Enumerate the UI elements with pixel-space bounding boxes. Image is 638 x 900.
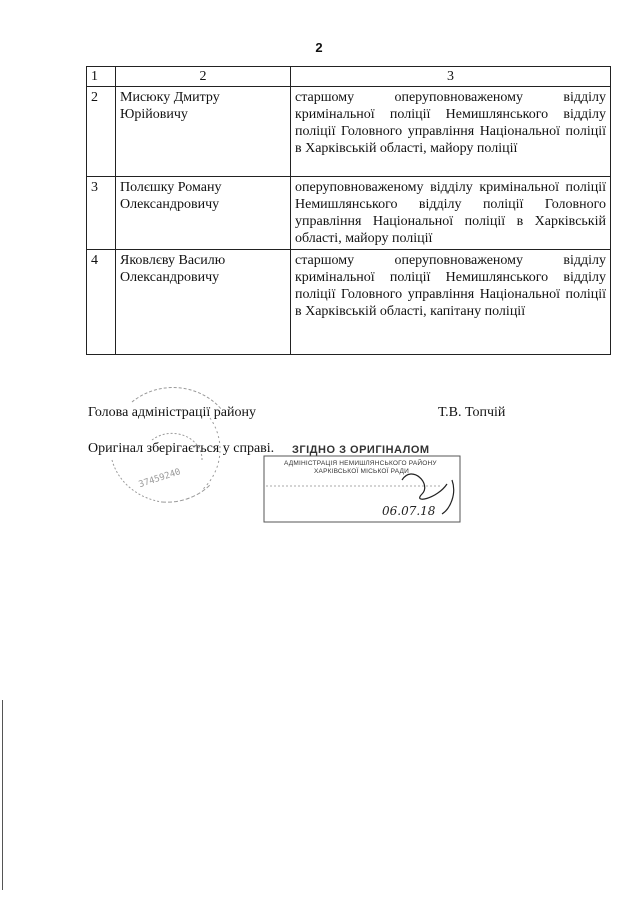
header-col-2: 2	[116, 67, 291, 87]
table-row	[87, 87, 611, 177]
certification-stamp	[262, 444, 467, 526]
signer-name: Т.В. Топчій	[438, 405, 506, 420]
person-name: Мисюку Дмитру Юрійовичу	[116, 87, 291, 177]
stamp-title: ЗГІДНО З ОРИГІНАЛОМ	[292, 444, 430, 456]
person-position: оперуповноваженому відділу кримінальної поліції Немишлянського відділу поліції Головного управління Національної поліції в Харківській області, майору поліції	[291, 177, 611, 250]
seal-code: 37459240	[137, 467, 182, 491]
header-col-1: 1	[87, 67, 116, 87]
stamp-handwritten-date: 06.07.18	[382, 504, 436, 518]
original-note: Оригінал зберігається у справі.	[88, 441, 275, 456]
appointees-table	[86, 66, 611, 355]
person-name: Яковлєву Василю Олександровичу	[116, 250, 291, 355]
table-row	[87, 250, 611, 355]
row-number: 4	[87, 250, 116, 355]
header-col-3: 3	[291, 67, 611, 87]
signer-position: Голова адміністрації району	[88, 405, 256, 420]
row-number: 3	[87, 177, 116, 250]
scan-margin-line	[2, 700, 3, 890]
table-header-row	[87, 67, 611, 87]
page-number: 2	[315, 40, 323, 55]
stamp-frame	[262, 444, 467, 526]
stamp-org-line2: ХАРКІВСЬКОЇ МІСЬКОЇ РАДИ	[314, 468, 409, 475]
person-name: Полєшку Роману Олександровичу	[116, 177, 291, 250]
person-position: старшому оперуповноваженому відділу кримінальної поліції Немишлянського відділу поліції Головного управління Національної поліції в Харківській області, капітану поліції	[291, 250, 611, 355]
stamp-org-line1: АДМІНІСТРАЦІЯ НЕМИШЛЯНСЬКОГО РАЙОНУ	[284, 460, 437, 467]
person-position: старшому оперуповноваженому відділу кримінальної поліції Немишлянського відділу поліції Головного управління Національної поліції в Харківській області, майору поліції	[291, 87, 611, 177]
table-row	[87, 177, 611, 250]
row-number: 2	[87, 87, 116, 177]
